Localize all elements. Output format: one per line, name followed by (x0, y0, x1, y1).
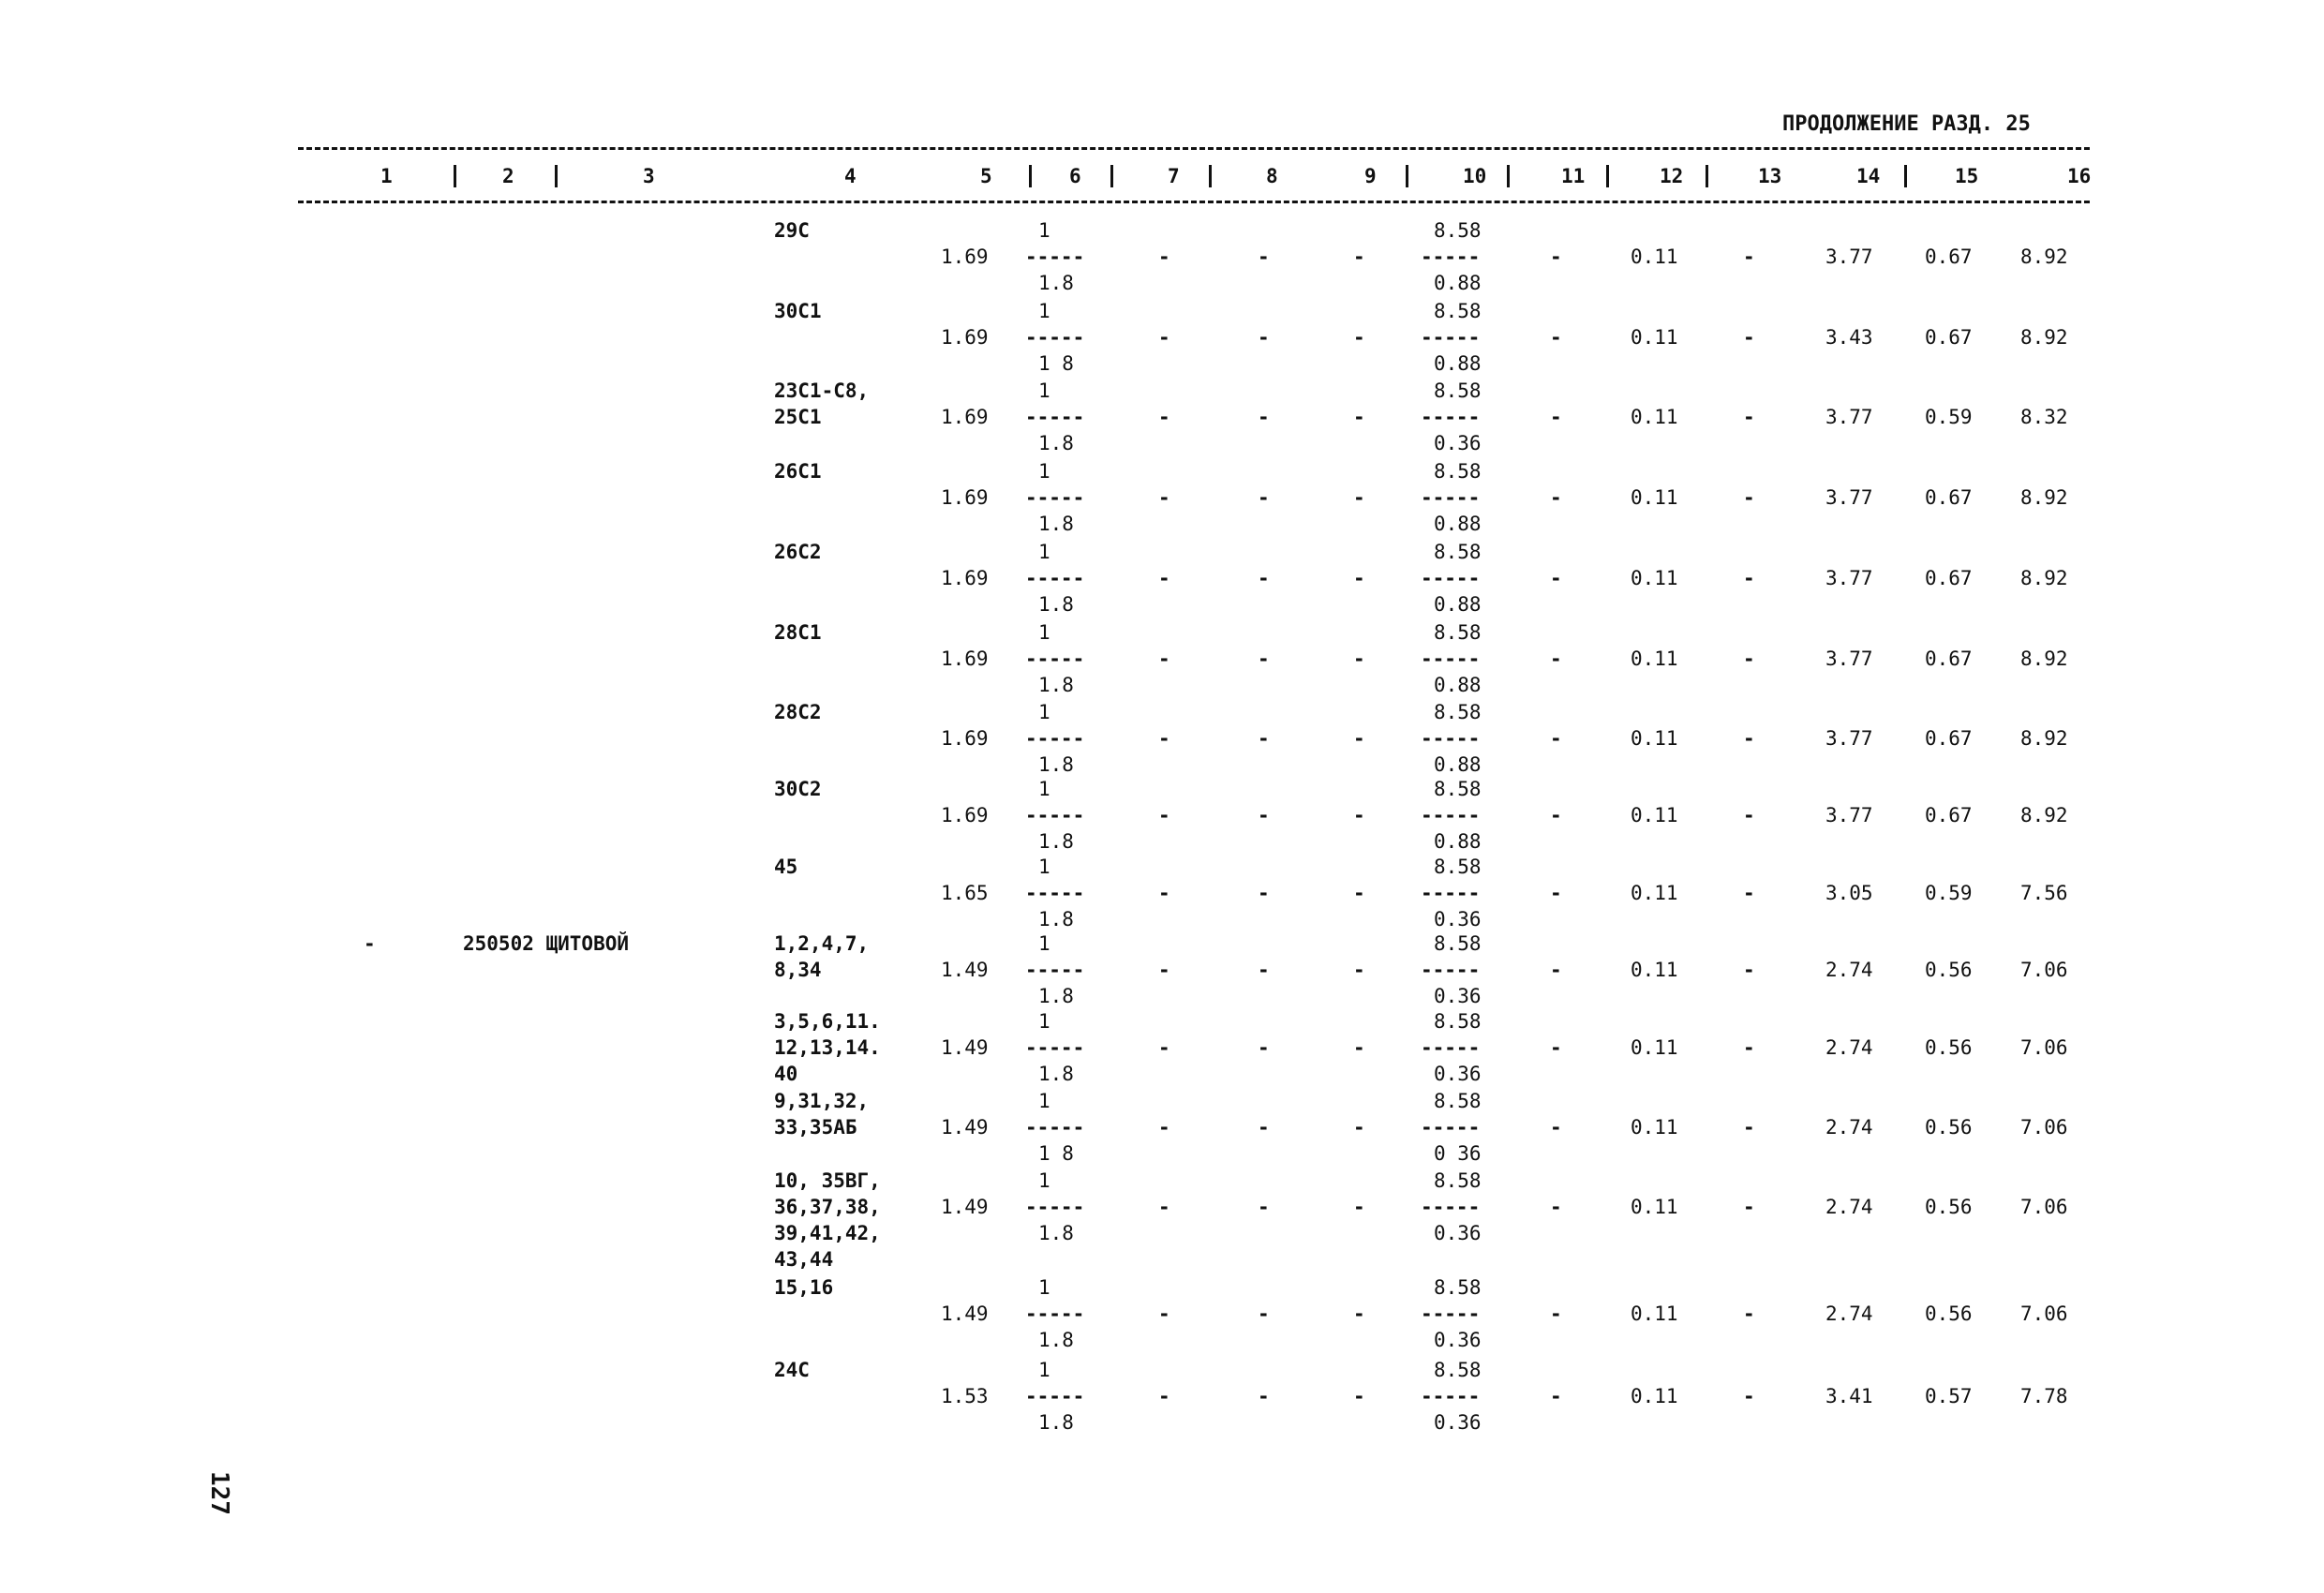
col12-value: 0.11 (1631, 804, 1678, 826)
col11-value: - (1550, 882, 1562, 904)
col6-numerator: 1 (1038, 1276, 1050, 1299)
row-designation: 3,5,6,11. (774, 1010, 881, 1033)
col6-denominator: 1 8 (1038, 352, 1074, 375)
column-header-9: 9 (1364, 165, 1377, 187)
col6-denominator: 1.8 (1038, 432, 1074, 454)
col6-denominator: 1.8 (1038, 753, 1074, 776)
col10-denominator: 0.36 (1434, 432, 1482, 454)
col5-value: 1.49 (941, 1036, 989, 1059)
col10-denominator: 0.88 (1434, 753, 1482, 776)
column-separator (1904, 165, 1907, 187)
col10-numerator: 8.58 (1434, 541, 1482, 563)
col10-fraction-rule: ----- (1421, 326, 1481, 349)
column-header-5: 5 (980, 165, 992, 187)
col13-value: - (1743, 959, 1755, 981)
row-designation: 43,44 (774, 1248, 834, 1271)
col6-fraction-rule: ----- (1025, 1303, 1085, 1325)
col8-value: - (1258, 882, 1270, 904)
col6-fraction-rule: ----- (1025, 648, 1085, 670)
col10-numerator: 8.58 (1434, 380, 1482, 402)
col8-value: - (1258, 406, 1270, 428)
page-header: ПРОДОЛЖЕНИЕ РАЗД. 25 (1782, 112, 2031, 136)
col8-value: - (1258, 246, 1270, 268)
col5-value: 1.49 (941, 1116, 989, 1139)
col11-value: - (1550, 959, 1562, 981)
col6-numerator: 1 (1038, 219, 1050, 242)
col12-value: 0.11 (1631, 648, 1678, 670)
col7-value: - (1158, 1385, 1170, 1407)
col5-value: 1.69 (941, 326, 989, 349)
col14-value: 2.74 (1825, 1036, 1873, 1059)
col8-value: - (1258, 486, 1270, 509)
col15-value: 0.59 (1925, 406, 1973, 428)
col6-fraction-rule: ----- (1025, 1385, 1085, 1407)
col9-value: - (1353, 959, 1365, 981)
col12-value: 0.11 (1631, 1303, 1678, 1325)
col14-value: 2.74 (1825, 959, 1873, 981)
col9-value: - (1353, 406, 1365, 428)
column-header-10: 10 (1463, 165, 1487, 187)
col14-value: 3.77 (1825, 406, 1873, 428)
col9-value: - (1353, 246, 1365, 268)
col10-numerator: 8.58 (1434, 1359, 1482, 1381)
row-designation: 33,35АБ (774, 1116, 857, 1139)
col8-value: - (1258, 804, 1270, 826)
col10-fraction-rule: ----- (1421, 1116, 1481, 1139)
col13-value: - (1743, 648, 1755, 670)
row-designation: 10, 35ВГ, (774, 1169, 881, 1192)
col15-value: 0.67 (1925, 246, 1973, 268)
column-header-14: 14 (1856, 165, 1881, 187)
col15-value: 0.67 (1925, 804, 1973, 826)
col15-value: 0.56 (1925, 1303, 1973, 1325)
col7-value: - (1158, 326, 1170, 349)
column-separator (1507, 165, 1510, 187)
row-designation: 26С1 (774, 460, 822, 483)
col8-value: - (1258, 1385, 1270, 1407)
col7-value: - (1158, 804, 1170, 826)
col15-value: 0.67 (1925, 727, 1973, 750)
column-header-6: 6 (1069, 165, 1081, 187)
group-name: 250502 ЩИТОВОЙ (463, 932, 630, 955)
col11-value: - (1550, 1385, 1562, 1407)
col6-denominator: 1.8 (1038, 513, 1074, 535)
col7-value: - (1158, 486, 1170, 509)
col9-value: - (1353, 1036, 1365, 1059)
row-designation: 24С (774, 1359, 810, 1381)
col13-value: - (1743, 1036, 1755, 1059)
row-designation: 30С1 (774, 300, 822, 322)
col10-fraction-rule: ----- (1421, 882, 1481, 904)
col11-value: - (1550, 1303, 1562, 1325)
col15-value: 0.59 (1925, 882, 1973, 904)
col9-value: - (1353, 1303, 1365, 1325)
col6-numerator: 1 (1038, 1359, 1050, 1381)
col11-value: - (1550, 486, 1562, 509)
col6-denominator: 1.8 (1038, 1222, 1074, 1244)
col10-denominator: 0.88 (1434, 272, 1482, 294)
col10-denominator: 0.36 (1434, 1222, 1482, 1244)
col10-fraction-rule: ----- (1421, 959, 1481, 981)
column-separator (1110, 165, 1113, 187)
col10-fraction-rule: ----- (1421, 1303, 1481, 1325)
col6-denominator: 1.8 (1038, 1063, 1074, 1085)
col14-value: 3.77 (1825, 648, 1873, 670)
col6-numerator: 1 (1038, 778, 1050, 800)
col16-value: 8.92 (2020, 804, 2068, 826)
col5-value: 1.69 (941, 246, 989, 268)
col7-value: - (1158, 567, 1170, 589)
col15-value: 0.67 (1925, 326, 1973, 349)
col13-value: - (1743, 567, 1755, 589)
col7-value: - (1158, 246, 1170, 268)
col16-value: 8.32 (2020, 406, 2068, 428)
col13-value: - (1743, 1303, 1755, 1325)
col5-value: 1.49 (941, 1196, 989, 1218)
col6-numerator: 1 (1038, 1090, 1050, 1112)
row-designation: 1,2,4,7, (774, 932, 870, 955)
col16-value: 7.06 (2020, 1303, 2068, 1325)
col12-value: 0.11 (1631, 882, 1678, 904)
col6-numerator: 1 (1038, 1010, 1050, 1033)
col6-numerator: 1 (1038, 932, 1050, 955)
col6-denominator: 1.8 (1038, 830, 1074, 853)
col10-fraction-rule: ----- (1421, 406, 1481, 428)
row-designation: 30С2 (774, 778, 822, 800)
col7-value: - (1158, 959, 1170, 981)
col11-value: - (1550, 1116, 1562, 1139)
col10-numerator: 8.58 (1434, 856, 1482, 878)
col5-value: 1.49 (941, 959, 989, 981)
col8-value: - (1258, 567, 1270, 589)
col10-numerator: 8.58 (1434, 778, 1482, 800)
col10-denominator: 0.36 (1434, 1411, 1482, 1434)
col11-value: - (1550, 406, 1562, 428)
col10-numerator: 8.58 (1434, 1276, 1482, 1299)
col13-value: - (1743, 326, 1755, 349)
row-designation: 12,13,14. (774, 1036, 881, 1059)
col8-value: - (1258, 1116, 1270, 1139)
col6-fraction-rule: ----- (1025, 406, 1085, 428)
column-separator (454, 165, 456, 187)
column-separator (1706, 165, 1708, 187)
col6-denominator: 1.8 (1038, 1329, 1074, 1351)
col14-value: 2.74 (1825, 1303, 1873, 1325)
row-designation: 45 (774, 856, 798, 878)
col11-value: - (1550, 648, 1562, 670)
col6-fraction-rule: ----- (1025, 1036, 1085, 1059)
col10-denominator: 0.88 (1434, 674, 1482, 696)
col14-value: 3.05 (1825, 882, 1873, 904)
col12-value: 0.11 (1631, 727, 1678, 750)
col13-value: - (1743, 1196, 1755, 1218)
col16-value: 8.92 (2020, 648, 2068, 670)
col7-value: - (1158, 1196, 1170, 1218)
row-designation: 8,34 (774, 959, 822, 981)
col8-value: - (1258, 1196, 1270, 1218)
row-designation: 15,16 (774, 1276, 834, 1299)
row-designation: 28С1 (774, 621, 822, 644)
col16-value: 7.06 (2020, 1036, 2068, 1059)
col13-value: - (1743, 882, 1755, 904)
col10-denominator: 0.88 (1434, 352, 1482, 375)
col16-value: 8.92 (2020, 326, 2068, 349)
col7-value: - (1158, 648, 1170, 670)
col12-value: 0.11 (1631, 246, 1678, 268)
col11-value: - (1550, 1196, 1562, 1218)
header-top-rule (298, 147, 2090, 150)
col9-value: - (1353, 486, 1365, 509)
col6-fraction-rule: ----- (1025, 486, 1085, 509)
col16-value: 7.78 (2020, 1385, 2068, 1407)
col6-numerator: 1 (1038, 460, 1050, 483)
col15-value: 0.57 (1925, 1385, 1973, 1407)
column-separator (1029, 165, 1032, 187)
col13-value: - (1743, 727, 1755, 750)
col5-value: 1.65 (941, 882, 989, 904)
col11-value: - (1550, 567, 1562, 589)
col8-value: - (1258, 959, 1270, 981)
col10-fraction-rule: ----- (1421, 567, 1481, 589)
row-designation: 26С2 (774, 541, 822, 563)
col6-fraction-rule: ----- (1025, 882, 1085, 904)
col12-value: 0.11 (1631, 406, 1678, 428)
col14-value: 3.77 (1825, 727, 1873, 750)
col9-value: - (1353, 648, 1365, 670)
col5-value: 1.69 (941, 648, 989, 670)
col6-denominator: 1.8 (1038, 272, 1074, 294)
col15-value: 0.67 (1925, 486, 1973, 509)
col16-value: 8.92 (2020, 486, 2068, 509)
col6-numerator: 1 (1038, 541, 1050, 563)
column-separator (555, 165, 558, 187)
col5-value: 1.69 (941, 804, 989, 826)
col10-numerator: 8.58 (1434, 932, 1482, 955)
col7-value: - (1158, 727, 1170, 750)
col6-numerator: 1 (1038, 621, 1050, 644)
col10-fraction-rule: ----- (1421, 1385, 1481, 1407)
col16-value: 7.06 (2020, 1116, 2068, 1139)
col15-value: 0.67 (1925, 567, 1973, 589)
col12-value: 0.11 (1631, 1116, 1678, 1139)
column-header-7: 7 (1168, 165, 1180, 187)
col13-value: - (1743, 804, 1755, 826)
column-header-1: 1 (380, 165, 393, 187)
col14-value: 2.74 (1825, 1196, 1873, 1218)
col15-value: 0.56 (1925, 1116, 1973, 1139)
col11-value: - (1550, 727, 1562, 750)
col6-denominator: 1.8 (1038, 985, 1074, 1007)
col13-value: - (1743, 1385, 1755, 1407)
column-separator (1606, 165, 1609, 187)
col6-numerator: 1 (1038, 1169, 1050, 1192)
row-designation: 9,31,32, (774, 1090, 870, 1112)
col9-value: - (1353, 1196, 1365, 1218)
col10-numerator: 8.58 (1434, 1169, 1482, 1192)
col5-value: 1.53 (941, 1385, 989, 1407)
col14-value: 3.77 (1825, 486, 1873, 509)
col10-numerator: 8.58 (1434, 1090, 1482, 1112)
col11-value: - (1550, 246, 1562, 268)
row-designation: 23С1-С8, (774, 380, 870, 402)
column-separator (1209, 165, 1212, 187)
col5-value: 1.69 (941, 727, 989, 750)
col9-value: - (1353, 567, 1365, 589)
col13-value: - (1743, 1116, 1755, 1139)
col8-value: - (1258, 1036, 1270, 1059)
col9-value: - (1353, 727, 1365, 750)
col10-numerator: 8.58 (1434, 621, 1482, 644)
col12-value: 0.11 (1631, 1385, 1678, 1407)
col10-denominator: 0 36 (1434, 1142, 1482, 1165)
col10-denominator: 0.88 (1434, 513, 1482, 535)
col10-fraction-rule: ----- (1421, 804, 1481, 826)
col7-value: - (1158, 1116, 1170, 1139)
col8-value: - (1258, 1303, 1270, 1325)
col8-value: - (1258, 648, 1270, 670)
col6-fraction-rule: ----- (1025, 1196, 1085, 1218)
col10-fraction-rule: ----- (1421, 1196, 1481, 1218)
col10-numerator: 8.58 (1434, 219, 1482, 242)
col10-denominator: 0.36 (1434, 1063, 1482, 1085)
col6-numerator: 1 (1038, 380, 1050, 402)
col12-value: 0.11 (1631, 326, 1678, 349)
header-bottom-rule (298, 201, 2090, 203)
col12-value: 0.11 (1631, 567, 1678, 589)
col10-denominator: 0.88 (1434, 830, 1482, 853)
col6-denominator: 1 8 (1038, 1142, 1074, 1165)
row-designation: 39,41,42, (774, 1222, 881, 1244)
col7-value: - (1158, 406, 1170, 428)
col14-value: 2.74 (1825, 1116, 1873, 1139)
col16-value: 7.06 (2020, 959, 2068, 981)
col5-value: 1.69 (941, 567, 989, 589)
col6-denominator: 1.8 (1038, 674, 1074, 696)
column-header-11: 11 (1561, 165, 1586, 187)
column-header-4: 4 (844, 165, 857, 187)
column-header-2: 2 (502, 165, 514, 187)
col12-value: 0.11 (1631, 959, 1678, 981)
col6-fraction-rule: ----- (1025, 326, 1085, 349)
col6-fraction-rule: ----- (1025, 727, 1085, 750)
col8-value: - (1258, 326, 1270, 349)
col9-value: - (1353, 804, 1365, 826)
col10-fraction-rule: ----- (1421, 1036, 1481, 1059)
col9-value: - (1353, 326, 1365, 349)
col9-value: - (1353, 1116, 1365, 1139)
column-header-16: 16 (2067, 165, 2092, 187)
col7-value: - (1158, 1303, 1170, 1325)
col10-numerator: 8.58 (1434, 460, 1482, 483)
col15-value: 0.56 (1925, 1196, 1973, 1218)
column-header-13: 13 (1758, 165, 1782, 187)
col15-value: 0.67 (1925, 648, 1973, 670)
col10-fraction-rule: ----- (1421, 648, 1481, 670)
group-col1-dash: - (364, 932, 376, 955)
col6-fraction-rule: ----- (1025, 959, 1085, 981)
col6-numerator: 1 (1038, 701, 1050, 723)
row-designation: 29С (774, 219, 810, 242)
row-designation: 40 (774, 1063, 798, 1085)
col10-denominator: 0.36 (1434, 908, 1482, 930)
col15-value: 0.56 (1925, 959, 1973, 981)
col6-fraction-rule: ----- (1025, 1116, 1085, 1139)
col10-denominator: 0.36 (1434, 1329, 1482, 1351)
col10-denominator: 0.36 (1434, 985, 1482, 1007)
col13-value: - (1743, 246, 1755, 268)
col16-value: 7.06 (2020, 1196, 2068, 1218)
col10-numerator: 8.58 (1434, 701, 1482, 723)
col11-value: - (1550, 1036, 1562, 1059)
column-separator (1406, 165, 1408, 187)
col12-value: 0.11 (1631, 1196, 1678, 1218)
col10-numerator: 8.58 (1434, 300, 1482, 322)
col9-value: - (1353, 882, 1365, 904)
col14-value: 3.43 (1825, 326, 1873, 349)
col5-value: 1.69 (941, 486, 989, 509)
col6-denominator: 1.8 (1038, 908, 1074, 930)
col14-value: 3.41 (1825, 1385, 1873, 1407)
col8-value: - (1258, 727, 1270, 750)
col13-value: - (1743, 486, 1755, 509)
col6-denominator: 1.8 (1038, 593, 1074, 616)
col10-fraction-rule: ----- (1421, 727, 1481, 750)
col6-fraction-rule: ----- (1025, 804, 1085, 826)
col12-value: 0.11 (1631, 1036, 1678, 1059)
col6-fraction-rule: ----- (1025, 246, 1085, 268)
col11-value: - (1550, 804, 1562, 826)
col6-numerator: 1 (1038, 856, 1050, 878)
page-number: 127 (205, 1471, 233, 1515)
row-designation: 28С2 (774, 701, 822, 723)
row-designation: 36,37,38, (774, 1196, 881, 1218)
col6-fraction-rule: ----- (1025, 567, 1085, 589)
col15-value: 0.56 (1925, 1036, 1973, 1059)
col5-value: 1.49 (941, 1303, 989, 1325)
column-header-8: 8 (1266, 165, 1278, 187)
col16-value: 7.56 (2020, 882, 2068, 904)
col14-value: 3.77 (1825, 804, 1873, 826)
col10-fraction-rule: ----- (1421, 246, 1481, 268)
col6-numerator: 1 (1038, 300, 1050, 322)
row-designation: 25С1 (774, 406, 822, 428)
col7-value: - (1158, 882, 1170, 904)
col14-value: 3.77 (1825, 246, 1873, 268)
col10-denominator: 0.88 (1434, 593, 1482, 616)
col14-value: 3.77 (1825, 567, 1873, 589)
col16-value: 8.92 (2020, 567, 2068, 589)
col9-value: - (1353, 1385, 1365, 1407)
col16-value: 8.92 (2020, 246, 2068, 268)
col11-value: - (1550, 326, 1562, 349)
column-header-15: 15 (1955, 165, 1979, 187)
col10-fraction-rule: ----- (1421, 486, 1481, 509)
col5-value: 1.69 (941, 406, 989, 428)
col6-denominator: 1.8 (1038, 1411, 1074, 1434)
col12-value: 0.11 (1631, 486, 1678, 509)
col10-numerator: 8.58 (1434, 1010, 1482, 1033)
col13-value: - (1743, 406, 1755, 428)
column-header-3: 3 (643, 165, 655, 187)
column-header-12: 12 (1660, 165, 1684, 187)
col16-value: 8.92 (2020, 727, 2068, 750)
col7-value: - (1158, 1036, 1170, 1059)
